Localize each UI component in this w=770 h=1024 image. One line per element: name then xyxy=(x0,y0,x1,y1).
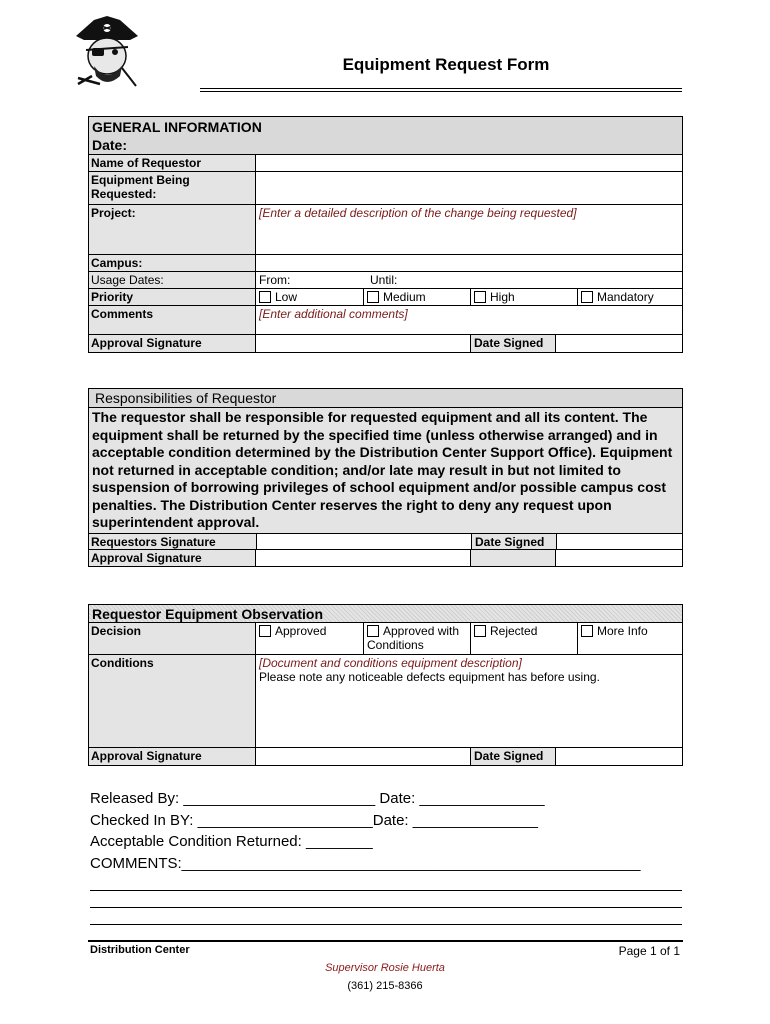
decision-row xyxy=(89,623,682,655)
checked-in-line[interactable]: Checked In BY: _____________________Date: _______________ xyxy=(90,811,538,829)
project-row xyxy=(89,205,682,255)
decision-option-rejected[interactable]: Rejected xyxy=(470,623,577,654)
release-section xyxy=(90,788,682,925)
checkbox-icon[interactable] xyxy=(581,625,593,637)
comments-label: Comments xyxy=(89,306,256,334)
checkbox-icon[interactable] xyxy=(367,625,379,637)
priority-option-mandatory[interactable]: Mandatory xyxy=(577,289,683,305)
conditions-note: Please note any noticeable defects equipment has before using. xyxy=(259,670,600,684)
checkbox-icon[interactable] xyxy=(367,291,379,303)
conditions-label: Conditions xyxy=(89,655,256,747)
form-title: Equipment Request Form xyxy=(342,55,550,74)
obs-approval-field[interactable] xyxy=(256,748,682,765)
responsibilities-header xyxy=(89,389,682,408)
checkbox-icon[interactable] xyxy=(581,291,593,303)
priority-option-low[interactable]: Low xyxy=(256,289,363,305)
general-heading: GENERAL INFORMATION xyxy=(92,119,262,135)
checkbox-icon[interactable] xyxy=(474,625,486,637)
title-rule xyxy=(200,88,682,92)
pirate-logo-icon xyxy=(72,14,142,90)
observation-section xyxy=(88,604,683,766)
comment-blank-line[interactable] xyxy=(90,908,682,925)
comments-field[interactable]: [Enter additional comments] xyxy=(259,307,408,321)
supervisor-name: Supervisor Rosie Huerta xyxy=(325,962,445,974)
footer-rule xyxy=(88,940,683,942)
observation-header xyxy=(89,605,682,623)
date-label: Date: xyxy=(92,137,128,153)
name-row xyxy=(89,155,682,172)
checkbox-icon[interactable] xyxy=(259,625,271,637)
priority-option-medium[interactable]: Medium xyxy=(363,289,470,305)
approval-label: Approval Signature xyxy=(89,335,256,352)
usage-field xyxy=(256,272,682,288)
checkbox-icon[interactable] xyxy=(259,291,271,303)
page-number: Page 1 of 1 xyxy=(618,944,680,958)
conditions-row xyxy=(89,655,682,748)
general-header xyxy=(89,117,682,155)
footer-distribution-center: Distribution Center xyxy=(90,944,190,956)
decision-option-approved[interactable]: Approved xyxy=(256,623,363,654)
approval-field[interactable] xyxy=(256,335,682,352)
priority-label: Priority xyxy=(89,289,256,305)
name-field[interactable] xyxy=(256,155,682,171)
responsibilities-text: The requestor shall be responsible for requested equipment and all its content. The equipment shall be returned by the specified time (unless otherwise arranged) and in acceptable condition determined by the Distribution Center Support Office). Equipment not returned in acceptable condition; and/or late may result in but not limited to suspension of borrowing privileges of school equipment and/or possible campus cost penalties. The Distribution Center reserves the right to deny any request upon superintendent approval. xyxy=(89,408,682,534)
decision-options xyxy=(256,623,682,654)
requestor-signature-label: Requestors Signature xyxy=(89,534,256,549)
date-signed-label: Date Signed xyxy=(470,335,556,352)
until-label: Until: xyxy=(370,273,398,287)
equipment-field[interactable] xyxy=(256,172,682,204)
decision-option-approved-with-conditions[interactable]: Approved with Conditions xyxy=(363,623,470,654)
phone-number: (361) 215-8366 xyxy=(347,980,423,992)
obs-approval-row xyxy=(89,748,682,765)
comment-blank-line[interactable] xyxy=(90,891,682,908)
comment-blank-line[interactable] xyxy=(90,874,682,891)
campus-field[interactable] xyxy=(256,255,682,271)
project-label: Project: xyxy=(89,205,256,254)
decision-label: Decision xyxy=(89,623,256,654)
general-information-section xyxy=(88,116,683,353)
checkbox-icon[interactable] xyxy=(474,291,486,303)
responsibilities-section xyxy=(88,388,683,567)
requestor-signature-row xyxy=(89,534,682,550)
usage-label: Usage Dates: xyxy=(89,272,256,288)
equipment-label: Equipment Being Requested: xyxy=(89,172,256,204)
campus-row xyxy=(89,255,682,272)
campus-label: Campus: xyxy=(89,255,256,271)
released-by-line[interactable]: Released By: _______________________ Date: _______________ xyxy=(90,790,545,807)
approval-row xyxy=(89,335,682,352)
resp-approval-row xyxy=(89,550,682,566)
conditions-placeholder: [Document and conditions equipment description] xyxy=(259,656,522,670)
requestor-signature-field[interactable] xyxy=(256,534,682,549)
from-label: From: xyxy=(259,273,291,287)
responsibilities-heading: Responsibilities of Requestor xyxy=(95,390,277,406)
conditions-field[interactable] xyxy=(256,655,682,747)
resp-approval-field[interactable] xyxy=(256,550,682,566)
observation-heading: Requestor Equipment Observation xyxy=(92,606,324,622)
decision-option-more-info[interactable]: More Info xyxy=(577,623,683,654)
priority-options xyxy=(256,289,682,305)
priority-row xyxy=(89,289,682,306)
date-signed-label-2: Date Signed xyxy=(471,534,557,549)
equipment-row xyxy=(89,172,682,205)
obs-date-signed-label: Date Signed xyxy=(470,748,556,765)
resp-approval-label: Approval Signature xyxy=(89,550,256,566)
project-field[interactable]: [Enter a detailed description of the change being requested] xyxy=(259,206,577,220)
comments-line[interactable]: COMMENTS:_______________________________________________________ xyxy=(90,854,641,872)
comments-row xyxy=(89,306,682,335)
resp-date-signed-cell xyxy=(470,550,556,566)
usage-row xyxy=(89,272,682,289)
acceptable-condition-line[interactable]: Acceptable Condition Returned: ________ xyxy=(90,833,373,850)
obs-approval-label: Approval Signature xyxy=(89,748,256,765)
priority-option-high[interactable]: High xyxy=(470,289,577,305)
name-label: Name of Requestor xyxy=(89,155,256,171)
